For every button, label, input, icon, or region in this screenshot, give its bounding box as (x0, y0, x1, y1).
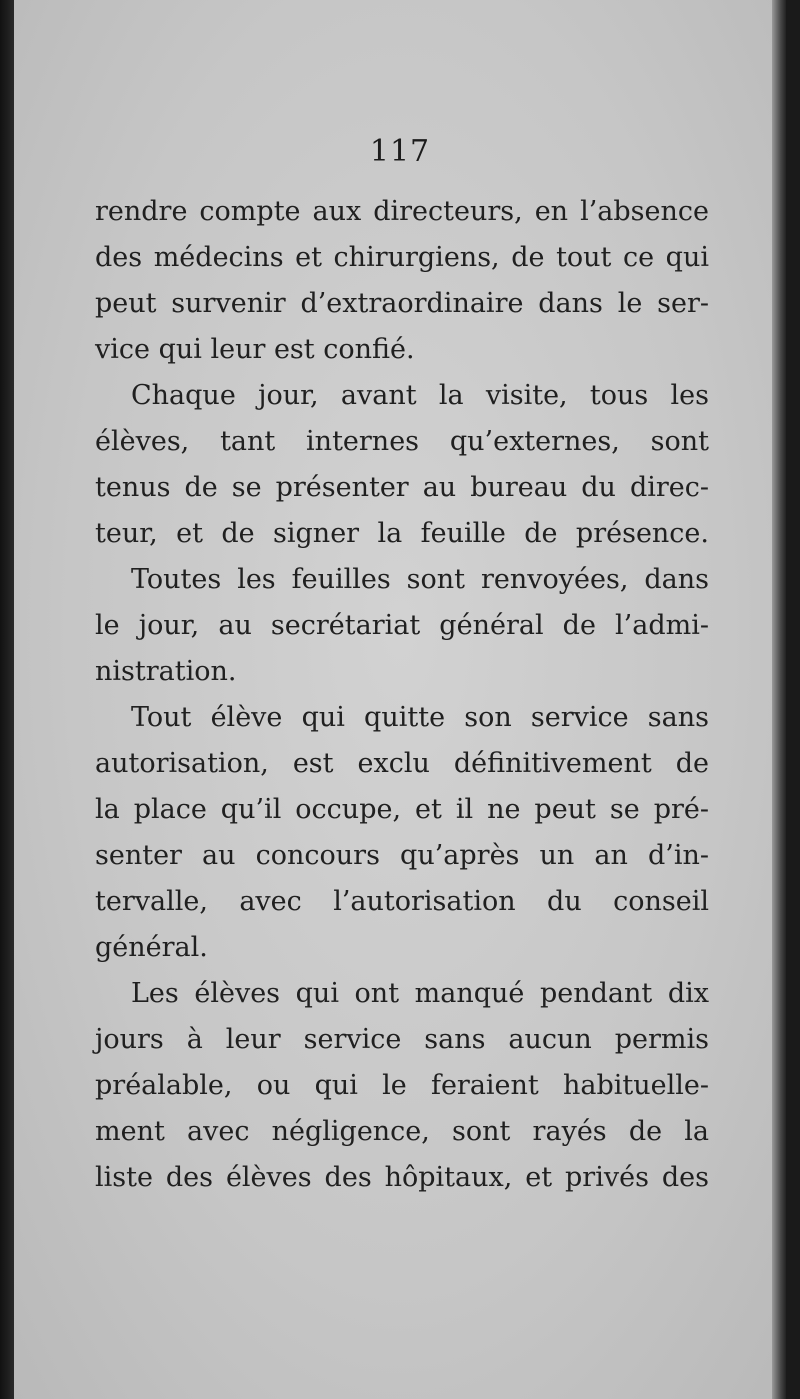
text-line: le jour, au secrétariat général de l’admi- (95, 610, 709, 641)
text-line: vice qui leur est confié. (95, 334, 415, 365)
body-text (95, 189, 709, 1201)
text-line: élèves, tant internes qu’externes, sont (95, 426, 709, 457)
text-line: jours à leur service sans aucun permis (95, 1024, 709, 1055)
text-line: ment avec négligence, sont rayés de la (95, 1116, 709, 1147)
book-page (14, 0, 786, 1399)
scan-left-edge (0, 0, 14, 1399)
text-line: Tout élève qui quitte son service sans (131, 702, 709, 733)
text-line: rendre compte aux directeurs, en l’absence (95, 196, 709, 227)
text-line: la place qu’il occupe, et il ne peut se pré- (95, 794, 709, 825)
scan-right-edge (772, 0, 786, 1399)
text-line: teur, et de signer la feuille de présence. (95, 518, 709, 549)
text-line: des médecins et chirurgiens, de tout ce qui (95, 242, 709, 273)
text-line: liste des élèves des hôpitaux, et privés des (95, 1162, 709, 1193)
text-line: tenus de se présenter au bureau du direc- (95, 472, 709, 503)
text-line: Les élèves qui ont manqué pendant dix (131, 978, 709, 1009)
text-line: nistration. (95, 656, 237, 687)
text-line: Chaque jour, avant la visite, tous les (131, 380, 709, 411)
text-line: général. (95, 932, 208, 963)
text-line: préalable, ou qui le feraient habituelle- (95, 1070, 709, 1101)
text-line: senter au concours qu’après un an d’in- (95, 840, 709, 871)
text-line: tervalle, avec l’autorisation du conseil (95, 886, 709, 917)
text-line: autorisation, est exclu définitivement de (95, 748, 709, 779)
text-line: peut survenir d’extraordinaire dans le ser- (95, 288, 709, 319)
page-number: 117 (369, 134, 431, 169)
text-line: Toutes les feuilles sont renvoyées, dans (131, 564, 709, 595)
